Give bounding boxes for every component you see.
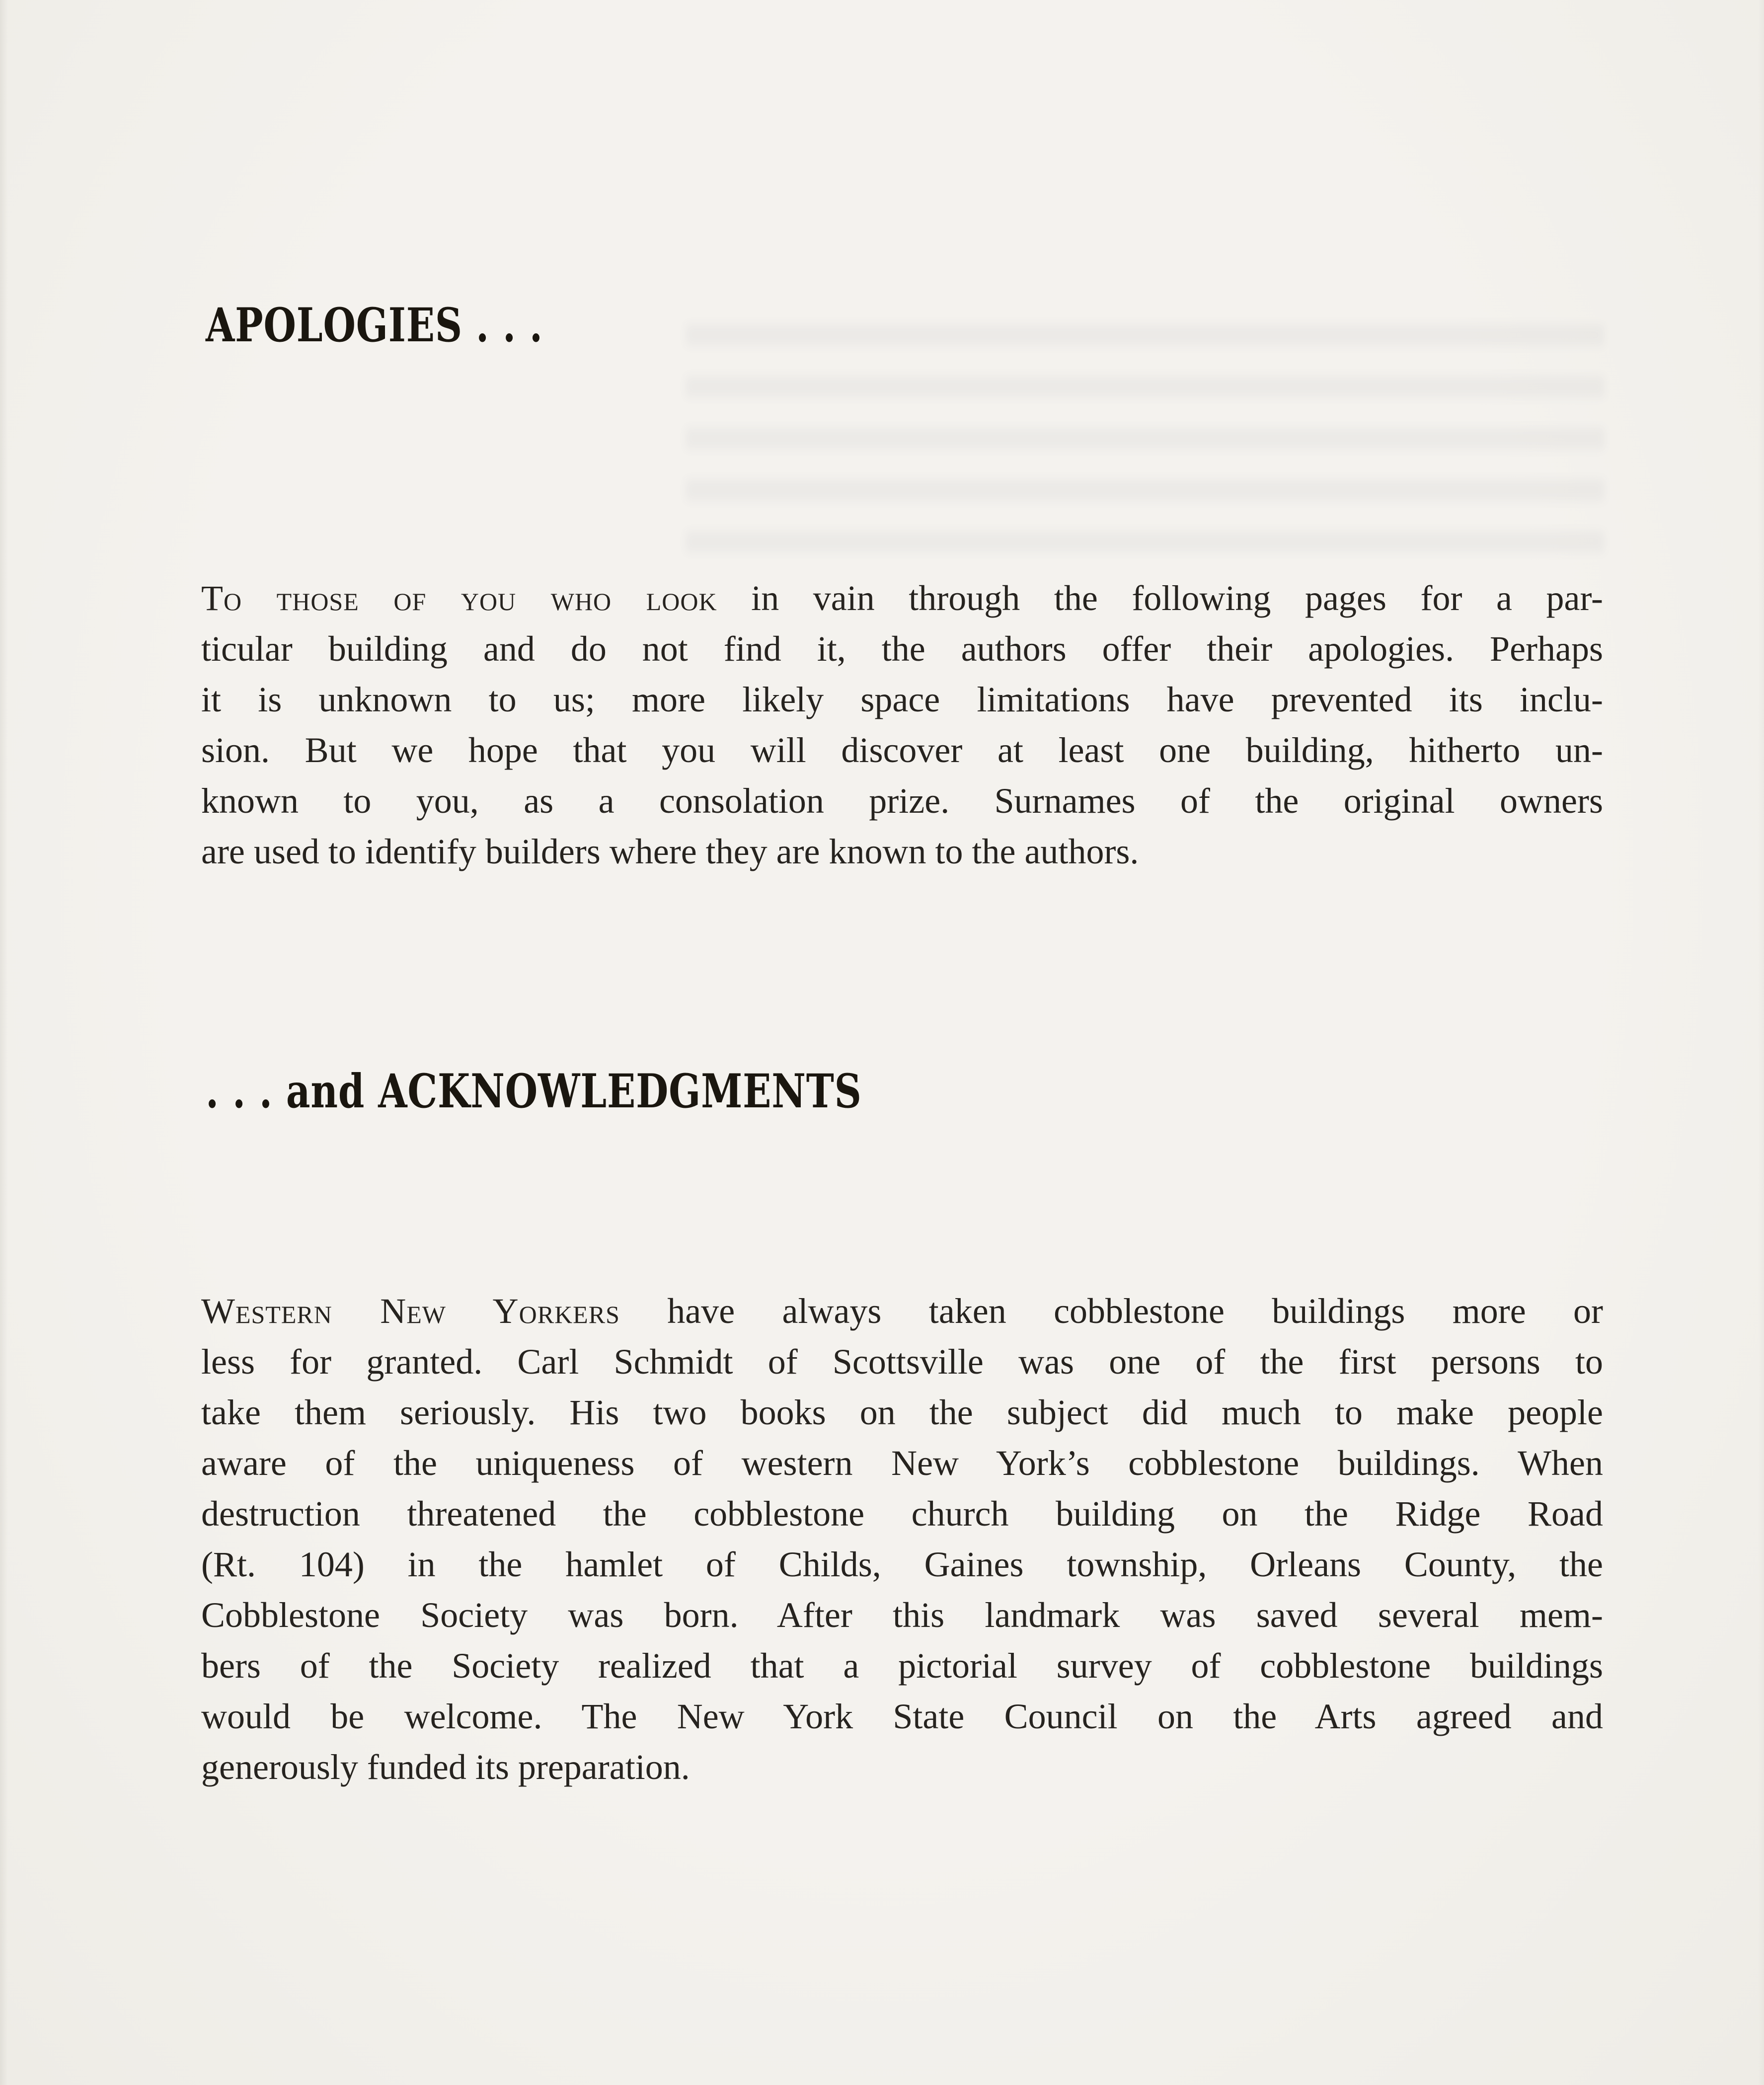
acknowledgments-heading-text: . . . and ACKNOWLEDGMENTS xyxy=(206,1064,862,1119)
text-line: aware of the uniqueness of western New York’s cobblestone buildings. When xyxy=(201,1443,1603,1483)
apologies-heading xyxy=(206,298,627,353)
acknowledgments-paragraph xyxy=(201,1286,1603,1792)
text-line: Cobblestone Society was born. After this landmark was saved several mem- xyxy=(201,1595,1603,1635)
text-line: less for granted. Carl Schmidt of Scottsville was one of the first persons to xyxy=(201,1342,1603,1382)
small-caps-lead: Western New Yorkers xyxy=(201,1291,620,1331)
text-line: it is unknown to us; more likely space limitations have prevented its inclu- xyxy=(201,680,1603,719)
text-line: are used to identify builders where they are known to the authors. xyxy=(201,832,1139,871)
text-line: ticular building and do not find it, the authors offer their apologies. Perhaps xyxy=(201,629,1603,669)
text-line: bers of the Society realized that a pictorial survey of cobblestone buildings xyxy=(201,1646,1603,1686)
text-line: would be welcome. The New York State Council on the Arts agreed and xyxy=(201,1697,1603,1736)
text-line: (Rt. 104) in the hamlet of Childs, Gaines township, Orleans County, the xyxy=(201,1544,1603,1584)
text-line: generously funded its preparation. xyxy=(201,1747,690,1787)
text-line: known to you, as a consolation prize. Surnames of the original owners xyxy=(201,781,1603,821)
text-line: destruction threatened the cobblestone church building on the Ridge Road xyxy=(201,1494,1603,1534)
apologies-paragraph xyxy=(201,573,1603,877)
acknowledgments-heading xyxy=(206,1064,1026,1119)
small-caps-lead: To those of you who look xyxy=(201,578,717,618)
text-line: sion. But we hope that you will discover at least one building, hitherto un- xyxy=(201,730,1603,770)
text-line: take them seriously. His two books on the subject did much to make people xyxy=(201,1392,1603,1432)
text-line: To those of you who look in vain through the following pages for a par- xyxy=(201,578,1604,618)
text-line: Western New Yorkers have always taken cobblestone buildings more or xyxy=(201,1291,1604,1331)
reverse-page-showthrough xyxy=(686,306,1605,569)
apologies-heading-text: APOLOGIES . . . xyxy=(206,298,543,353)
